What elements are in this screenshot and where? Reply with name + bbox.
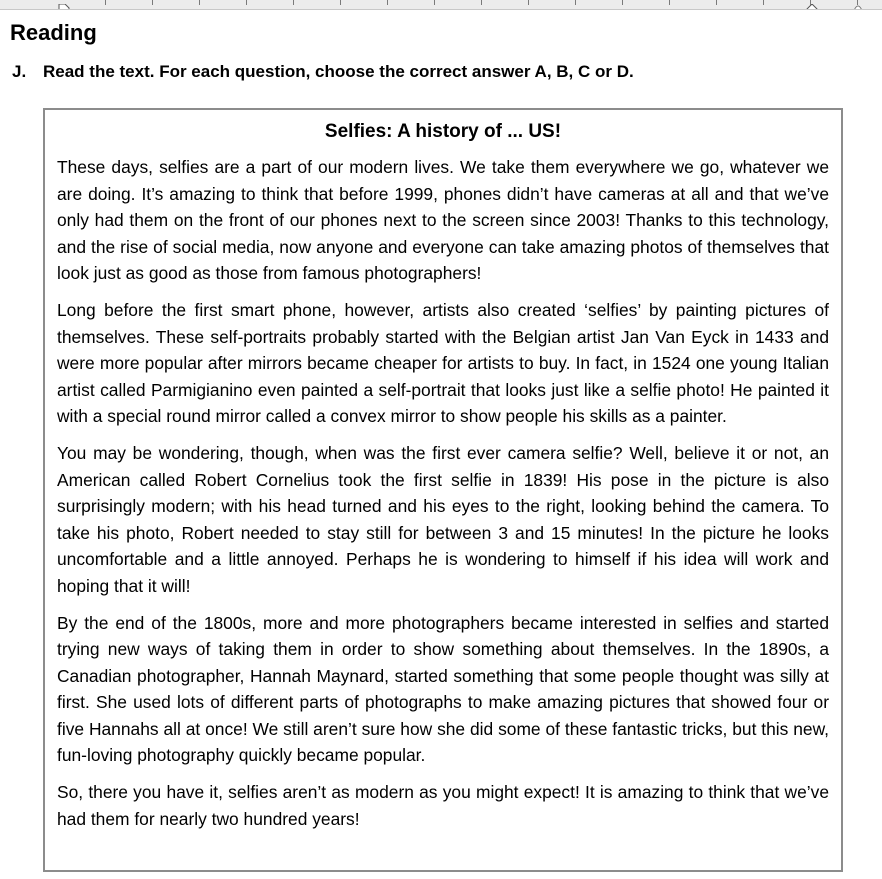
ruler-tick — [716, 0, 717, 5]
ruler-tick — [246, 0, 247, 5]
right-indent-marker-icon[interactable] — [806, 0, 818, 9]
article-paragraph-1: These days, selfies are a part of our modern lives. We take them everywhere we go, whatever we are doing. It’s amazing to think that before 1999, phones didn’t have cameras at all and that we’ve only had them on the front of our phones next to the screen since 2003! Thanks to this technology, and the rise of social media, now anyone and everyone can take amazing photos of themselves that look just as good as those from famous photographers! — [57, 157, 829, 284]
ruler-tick — [481, 0, 482, 5]
ruler-tick — [152, 0, 153, 5]
ruler-tick — [293, 0, 294, 5]
section-heading: Reading — [10, 20, 97, 45]
ruler-tick — [857, 0, 858, 5]
ruler-tick — [810, 0, 811, 5]
ruler-tick — [105, 0, 106, 5]
task-instruction-text: Read the text. For each question, choose the correct answer A, B, C or D. — [43, 62, 634, 81]
ruler-tick — [575, 0, 576, 5]
ruler-tick — [669, 0, 670, 5]
ruler-tick — [622, 0, 623, 5]
ruler-tick — [340, 0, 341, 5]
ruler-tick — [387, 0, 388, 5]
ruler-tick — [528, 0, 529, 5]
article-title: Selfies: A history of ... US! — [324, 121, 562, 142]
article-box — [43, 108, 843, 872]
ruler-tick — [763, 0, 764, 5]
article-paragraph-3: You may be wondering, though, when was the first ever camera selfie? Well, believe it or not, an American called Robert Cornelius took the first selfie in 1839! His pose in the picture is also surprisingly modern; with his head turned and his eyes to the right, looking behind the camera. To take his photo, Robert needed to stay still for between 3 and 15 minutes! In the picture he looks uncomfortable and a little annoyed. Perhaps he is wondering to himself if his idea will work and hoping that it will! — [57, 442, 829, 596]
article-paragraph-5: So, there you have it, selfies aren’t as modern as you might expect! It is amazing to think that we’ve had them for nearly two hundred years! — [57, 782, 829, 829]
article-paragraph-2: Long before the first smart phone, however, artists also created ‘selfies’ by painting pictures of themselves. These self-portraits probably started with the Belgian artist Jan Van Eyck in 1433 and were more popular after mirrors became cheaper for artists to buy. In fact, in 1524 one young Italian artist called Parmigianino even painted a self-portrait that looks just like a selfie photo! He painted it with a special round mirror called a convex mirror to show people his skills as a painter. — [57, 299, 829, 427]
ruler-tick — [199, 0, 200, 5]
ruler-end-marker-icon[interactable] — [850, 0, 866, 9]
article-paragraph-4: By the end of the 1800s, more and more photographers became interested in selfies and started trying new ways of taking them in order to show something about themselves. In the 1890s, a Canadian photographer, Hannah Maynard, started something that some people thought was silly at first. She used lots of different parts of photographs to make amazing pictures that showed four or five Hannahs all at once! We still aren’t sure how she did some of these fantastic tricks, but this new, fun-loving photography quickly became popular. — [57, 612, 829, 766]
ruler-tick — [434, 0, 435, 5]
left-indent-marker-icon[interactable] — [58, 0, 70, 9]
document-ruler[interactable] — [0, 0, 882, 10]
task-instruction — [12, 62, 634, 82]
task-number: J. — [12, 62, 27, 81]
